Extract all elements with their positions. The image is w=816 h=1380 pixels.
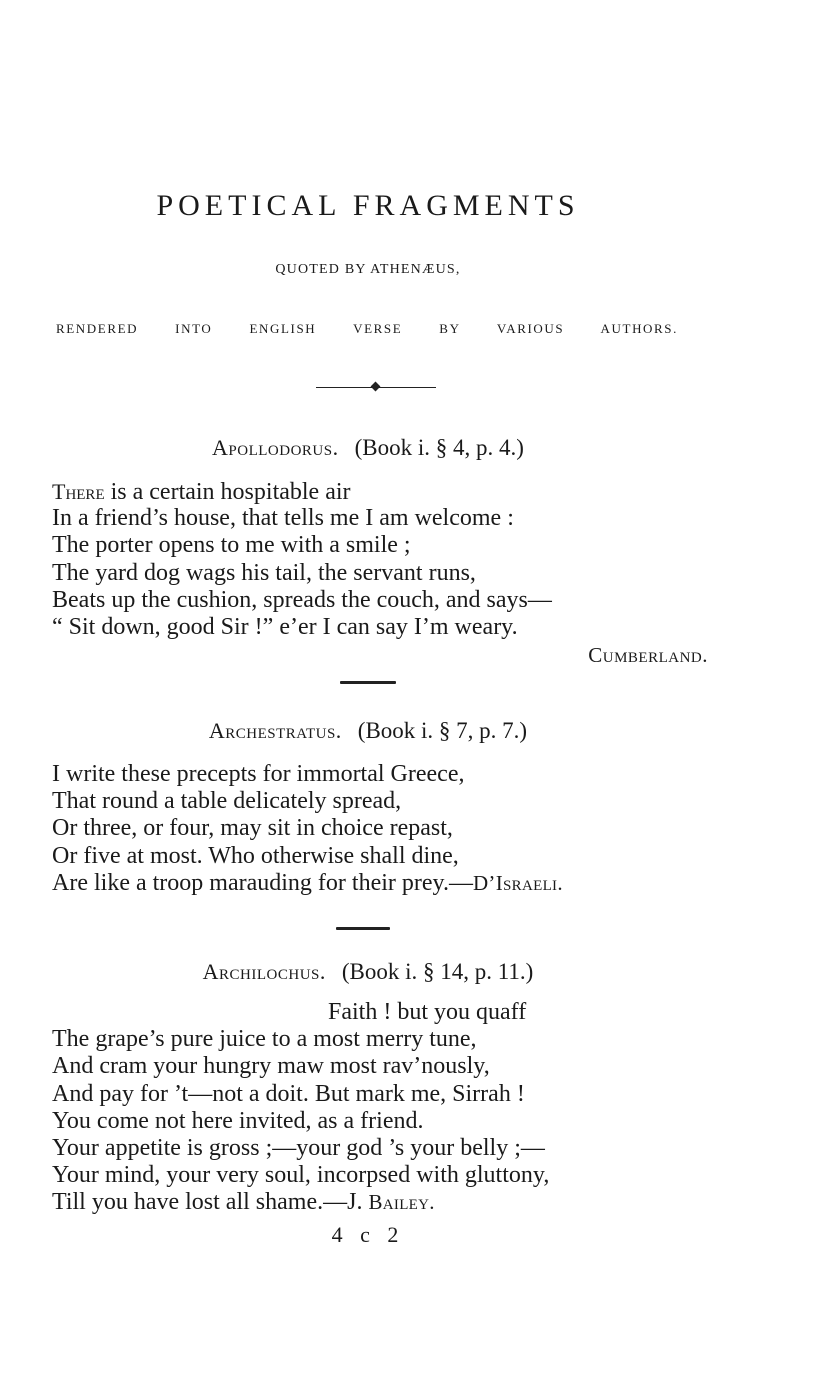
diamond-ornament-divider xyxy=(316,382,436,392)
page-folio: 4 c 2 xyxy=(331,1222,405,1247)
verse-line: And pay for ’t—not a doit. But mark me, Sirrah ! xyxy=(52,1080,525,1107)
verse-line: The grape’s pure juice to a most merry tune, xyxy=(52,1026,477,1053)
section-author-name: Apollodorus. xyxy=(212,435,339,460)
verse-line: Are like a troop marauding for their prey.—D’Israeli. xyxy=(52,869,563,896)
verse-attribution: Cumberland. xyxy=(588,643,708,667)
verse-archestratus xyxy=(52,761,732,897)
section-heading-apollodorus xyxy=(0,434,736,462)
verse-author: D’Israeli. xyxy=(472,870,563,895)
verse-line: Faith ! but you quaff xyxy=(328,999,527,1025)
verse-archilochus xyxy=(52,999,732,1217)
verse-line: “ Sit down, good Sir !” e’er I can say I’m weary. xyxy=(52,613,518,640)
section-author-name: Archestratus. xyxy=(208,718,342,743)
verse-line: There is a certain hospitable air xyxy=(52,479,351,505)
verse-author: Bailey. xyxy=(368,1190,435,1215)
page-subtitle: QUOTED BY ATHENÆUS, xyxy=(275,262,461,277)
section-book-reference: (Book i. § 4, p. 4.) xyxy=(354,435,524,460)
page-subtitle-rendered: RENDERED INTO ENGLISH VERSE BY VARIOUS AUTHORS. xyxy=(56,321,678,336)
section-divider xyxy=(340,681,396,684)
verse-line: Or five at most. Who otherwise shall dine, xyxy=(52,842,459,869)
verse-line: Your mind, your very soul, incorpsed with gluttony, xyxy=(52,1162,550,1189)
section-heading-archestratus xyxy=(0,717,736,745)
verse-line: Or three, or four, may sit in choice repast, xyxy=(52,815,453,842)
verse-line: In a friend’s house, that tells me I am welcome : xyxy=(52,505,514,532)
verse-line: That round a table delicately spread, xyxy=(52,788,402,815)
section-author-name: Archilochus. xyxy=(202,959,326,984)
verse-line: Beats up the cushion, spreads the couch, and says— xyxy=(52,586,552,613)
verse-line: And cram your hungry maw most rav’nously, xyxy=(52,1053,490,1080)
verse-apollodorus xyxy=(52,478,732,641)
verse-line: I write these precepts for immortal Greece, xyxy=(52,761,465,787)
verse-line: The yard dog wags his tail, the servant runs, xyxy=(52,559,476,586)
section-heading-archilochus xyxy=(0,958,736,986)
section-book-reference: (Book i. § 7, p. 7.) xyxy=(357,718,528,743)
section-book-reference: (Book i. § 14, p. 11.) xyxy=(341,959,534,984)
page-title: POETICAL FRAGMENTS xyxy=(156,189,580,222)
verse-line: You come not here invited, as a friend. xyxy=(52,1107,424,1134)
verse-line: Till you have lost all shame.—J. Bailey. xyxy=(52,1189,435,1216)
verse-line: Your appetite is gross ;—your god ’s your belly ;— xyxy=(52,1134,545,1161)
verse-line: The porter opens to me with a smile ; xyxy=(52,532,411,559)
section-divider xyxy=(336,927,390,930)
